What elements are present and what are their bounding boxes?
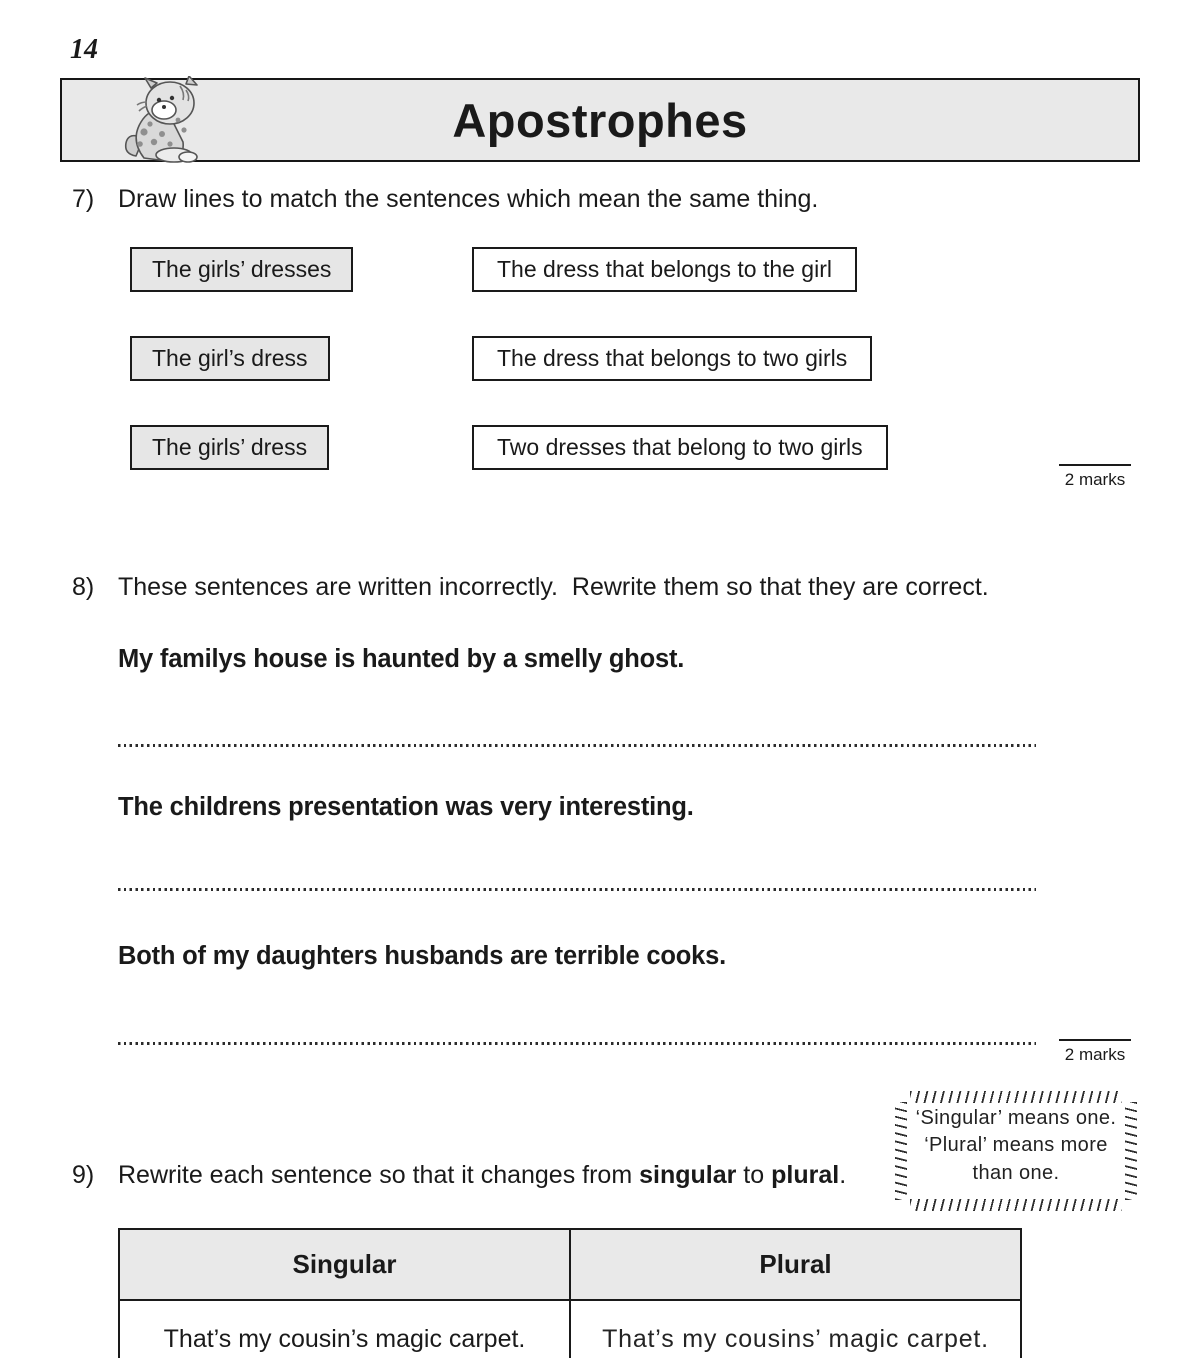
bubble-tick-border-left — [895, 1102, 907, 1200]
answer-line-3[interactable] — [118, 1042, 1036, 1045]
singular-sentence-cell: That’s my cousin’s magic carpet. — [119, 1300, 570, 1358]
answer-line-2[interactable] — [118, 888, 1036, 891]
marks-q8: 2 marks — [1059, 1039, 1131, 1065]
question-9-number: 9) — [72, 1161, 95, 1189]
marks-q7: 2 marks — [1059, 464, 1131, 490]
table-header-row — [119, 1229, 1021, 1300]
q9-bold-singular: singular — [639, 1161, 737, 1189]
question-8-prompt: These sentences are written incorrectly. Rewrite them so that they are correct. — [118, 573, 989, 601]
match-right-box-1[interactable]: The dress that belongs to the girl — [472, 247, 857, 292]
q9-bold-plural: plural — [771, 1161, 840, 1189]
singular-plural-table — [118, 1228, 1022, 1358]
incorrect-sentence-3: Both of my daughters husbands are terrible cooks. — [118, 942, 726, 970]
q9-prompt-suffix: . — [839, 1161, 847, 1189]
match-right-box-3[interactable]: Two dresses that belong to two girls — [472, 425, 888, 470]
question-7-number: 7) — [72, 185, 95, 213]
hint-bubble — [896, 1092, 1136, 1210]
match-left-box-3[interactable]: The girls’ dress — [130, 425, 329, 470]
table-row — [119, 1300, 1021, 1358]
hint-text — [912, 1105, 1120, 1197]
match-left-box-2[interactable]: The girl’s dress — [130, 336, 330, 381]
bubble-tick-border-right — [1125, 1102, 1137, 1200]
bubble-tick-border-top — [910, 1091, 1122, 1103]
hint-line-1: ‘Singular’ means one. — [915, 1107, 1117, 1129]
hint-line-2: ‘Plural’ means more — [924, 1134, 1108, 1157]
q9-prompt-prefix: Rewrite each sentence so that it changes from — [118, 1161, 640, 1189]
match-left-box-1[interactable]: The girls’ dresses — [130, 247, 353, 292]
incorrect-sentence-1: My familys house is haunted by a smelly ghost. — [118, 645, 685, 673]
bubble-tick-border-bottom — [910, 1199, 1122, 1211]
column-header-singular: Singular — [119, 1229, 570, 1300]
match-right-box-2[interactable]: The dress that belongs to two girls — [472, 336, 872, 381]
question-9-prompt — [118, 1161, 846, 1190]
question-8-number: 8) — [72, 573, 95, 601]
plural-answer-cell[interactable]: That’s my cousins’ magic carpet. — [570, 1300, 1021, 1358]
header-banner — [60, 78, 1140, 162]
leopard-cub-icon — [114, 76, 214, 166]
page-title: Apostrophes — [452, 93, 748, 147]
question-7-prompt: Draw lines to match the sentences which mean the same thing. — [118, 185, 819, 213]
page-number: 14 — [70, 34, 98, 65]
q9-prompt-middle: to — [736, 1161, 772, 1189]
column-header-plural: Plural — [570, 1229, 1021, 1300]
hint-line-3: than one. — [972, 1161, 1060, 1184]
incorrect-sentence-2: The childrens presentation was very interesting. — [118, 793, 694, 821]
answer-line-1[interactable] — [118, 744, 1036, 747]
